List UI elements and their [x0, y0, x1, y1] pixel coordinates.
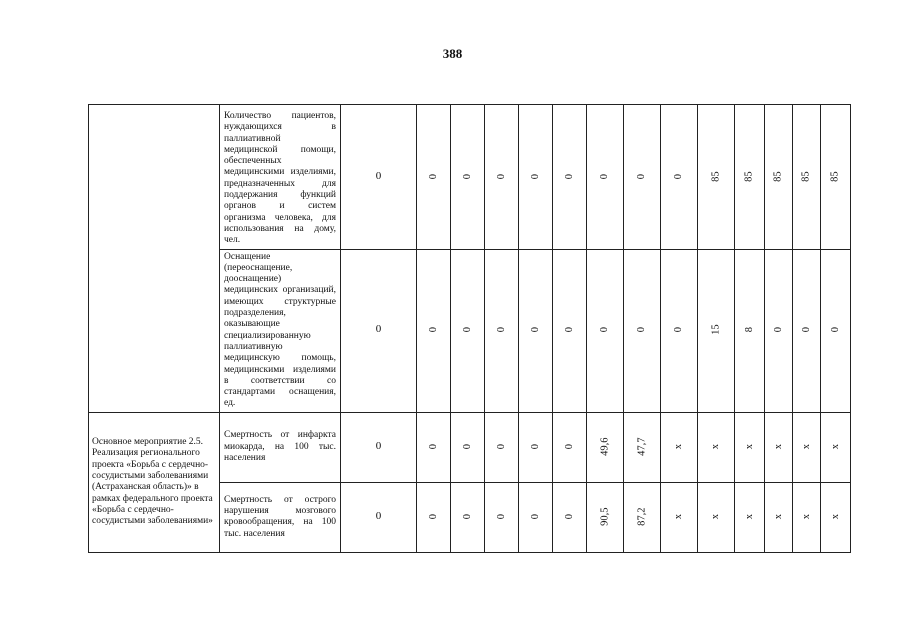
- value-cell: 85: [793, 105, 821, 250]
- value-cell: 0: [417, 105, 451, 250]
- value-cell: 85: [765, 105, 793, 250]
- value-cell: 0: [485, 482, 519, 552]
- value-cell: 0: [485, 412, 519, 482]
- value-cell: 85: [735, 105, 765, 250]
- value-cell: x: [765, 412, 793, 482]
- indicator-cell: Смертность от острого нарушения мозгового кровообращения, на 100 тыс. населения: [220, 482, 341, 552]
- value-cell: 0: [341, 412, 417, 482]
- value-cell: 49,6: [587, 412, 624, 482]
- indicator-cell: Количество пациентов, нуждающихся в паллиативной медицинской помощи, обеспеченных медицинскими изделиями, предназначенных для поддержания функций органов и систем организма человека, для использования на дому, чел.: [220, 105, 341, 250]
- value-cell: 0: [793, 249, 821, 412]
- value-cell: 87,2: [624, 482, 661, 552]
- value-cell: 0: [661, 249, 698, 412]
- value-cell: 85: [821, 105, 851, 250]
- value-cell: 0: [451, 105, 485, 250]
- value-cell: 0: [341, 249, 417, 412]
- value-cell: x: [661, 412, 698, 482]
- value-cell: 0: [519, 105, 553, 250]
- value-cell: 0: [451, 249, 485, 412]
- value-cell: x: [821, 482, 851, 552]
- value-cell: x: [735, 482, 765, 552]
- value-cell: 85: [698, 105, 735, 250]
- value-cell: 0: [765, 249, 793, 412]
- value-cell: x: [793, 482, 821, 552]
- value-cell: 0: [485, 105, 519, 250]
- empty-event-cell: [89, 105, 220, 413]
- value-cell: 90,5: [587, 482, 624, 552]
- table-row: [89, 412, 851, 482]
- value-cell: 0: [821, 249, 851, 412]
- table-row: [89, 105, 851, 250]
- value-cell: 0: [624, 249, 661, 412]
- value-cell: 0: [553, 412, 587, 482]
- indicators-table: [88, 104, 851, 553]
- value-cell: 0: [417, 249, 451, 412]
- value-cell: x: [698, 482, 735, 552]
- value-cell: x: [765, 482, 793, 552]
- value-cell: 15: [698, 249, 735, 412]
- value-cell: 0: [485, 249, 519, 412]
- value-cell: x: [698, 412, 735, 482]
- value-cell: 0: [417, 482, 451, 552]
- value-cell: 0: [624, 105, 661, 250]
- value-cell: x: [661, 482, 698, 552]
- value-cell: 8: [735, 249, 765, 412]
- indicator-cell: Смертность от инфаркта миокарда, на 100 тыс. населения: [220, 412, 341, 482]
- value-cell: 0: [587, 105, 624, 250]
- indicator-cell: Оснащение (переоснащение, дооснащение) медицинских организаций, имеющих структурные подразделения, оказывающие специализированную паллиативную медицинскую помощь, медицинскими изделиями в соответствии со стандартами оснащения, ед.: [220, 249, 341, 412]
- page-number: 388: [442, 46, 463, 61]
- value-cell: x: [793, 412, 821, 482]
- value-cell: 0: [553, 249, 587, 412]
- value-cell: 0: [519, 412, 553, 482]
- value-cell: 0: [519, 249, 553, 412]
- value-cell: 0: [451, 412, 485, 482]
- value-cell: 0: [341, 482, 417, 552]
- value-cell: 0: [519, 482, 553, 552]
- value-cell: 0: [417, 412, 451, 482]
- value-cell: x: [735, 412, 765, 482]
- event-cell: Основное мероприятие 2.5. Реализация регионального проекта «Борьба с сердечно-сосудистыми заболеваниями (Астраханская область)» в рамках федерального проекта «Борьба с сердечно-сосудистыми заболеваниями»: [89, 412, 220, 552]
- value-cell: 0: [661, 105, 698, 250]
- value-cell: 47,7: [624, 412, 661, 482]
- value-cell: 0: [451, 482, 485, 552]
- value-cell: 0: [553, 105, 587, 250]
- value-cell: 0: [553, 482, 587, 552]
- value-cell: 0: [341, 105, 417, 250]
- value-cell: 0: [587, 249, 624, 412]
- value-cell: x: [821, 412, 851, 482]
